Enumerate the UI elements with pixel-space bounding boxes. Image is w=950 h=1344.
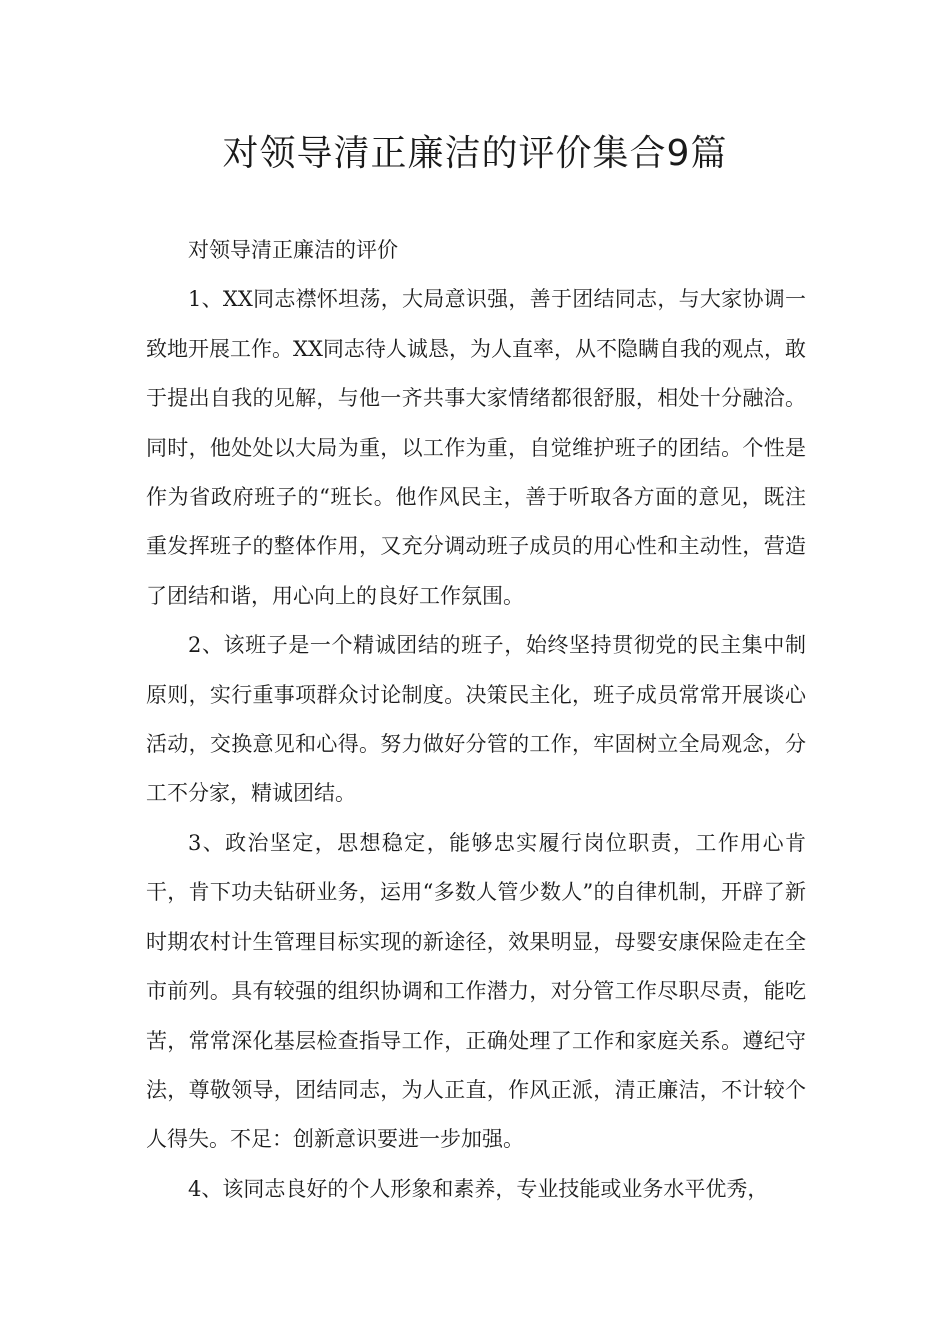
paragraph-2: 2、该班子是一个精诚团结的班子，始终坚持贯彻党的民主集中制原则，实行重事项群众讨论制度。决策民主化，班子成员常常开展谈心活动，交换意见和心得。努力做好分管的工作，牢固树立全局观念，分工不分家，精诚团结。 <box>146 633 806 806</box>
document-title: 对领导清正廉洁的评价集合9篇 <box>222 133 728 174</box>
paragraph-3: 3、政治坚定，思想稳定，能够忠实履行岗位职责，工作用心肯干，肯下功夫钻研业务，运用“多数人管少数人”的自律机制，开辟了新时期农村计生管理目标实现的新途径，效果明显，母婴安康保险走在全市前列。具有较强的组织协调和工作潜力，对分管工作尽职尽责，能吃苦，常常深化基层检查指导工作，正确处理了工作和家庭关系。遵纪守法，尊敬领导，团结同志，为人正直，作风正派，清正廉洁，不计较个人得失。不足：创新意识要进一步加强。 <box>146 830 806 1152</box>
document-body <box>146 226 806 1214</box>
paragraph-1: 1、XX同志襟怀坦荡，大局意识强，善于团结同志，与大家协调一致地开展工作。XX同志待人诚恳，为人直率，从不隐瞒自我的观点，敢于提出自我的见解，与他一齐共事大家情绪都很舒服，相处十分融洽。同时，他处处以大局为重，以工作为重，自觉维护班子的团结。个性是作为省政府班子的“班长。他作风民主，善于听取各方面的意见，既注重发挥班子的整体作用，又充分调动班子成员的用心性和主动性，营造了团结和谐，用心向上的良好工作氛围。 <box>146 287 806 608</box>
paragraph-4: 4、该同志良好的个人形象和素养，专业技能或业务水平优秀， <box>188 1176 769 1201</box>
section-heading: 对领导清正廉洁的评价 <box>188 238 398 262</box>
